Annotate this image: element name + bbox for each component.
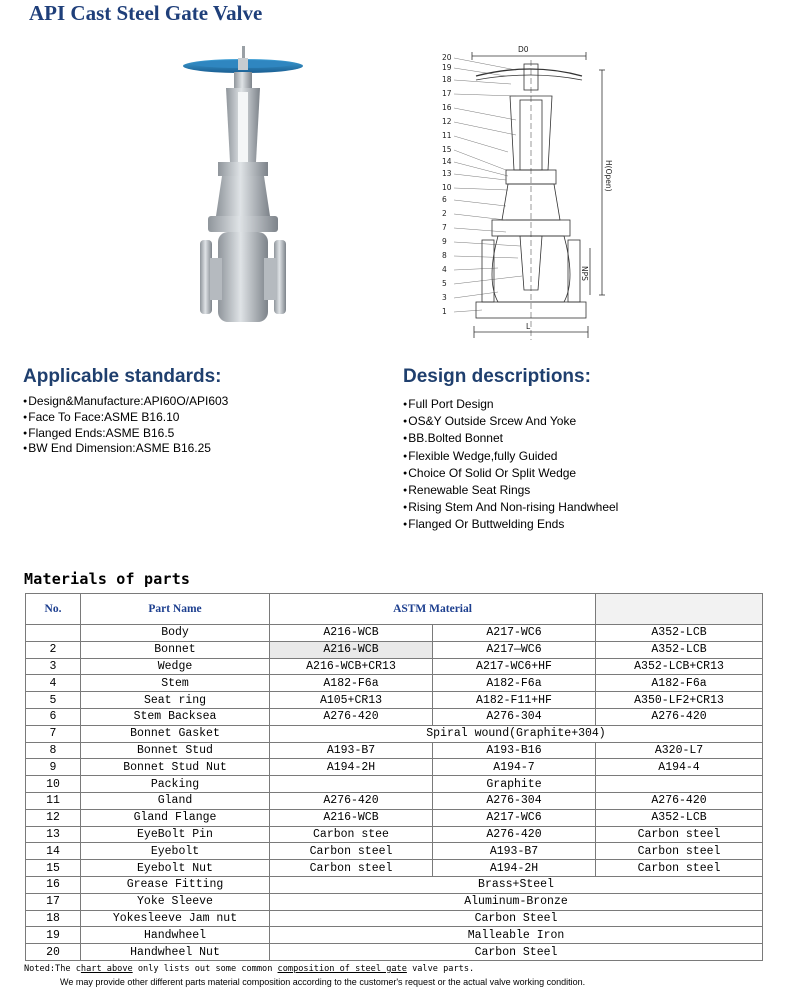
table-row <box>26 910 763 927</box>
cell-material: A194-2H <box>270 759 433 776</box>
cell-material: A194-7 <box>433 759 596 776</box>
drawing-part-label: 2 <box>442 209 447 218</box>
cell-material: A216-WCB <box>270 809 433 826</box>
table-row <box>26 658 763 675</box>
cell-part-name: Gland <box>81 792 270 809</box>
design-list <box>403 396 618 534</box>
cell-part-name: Packing <box>81 776 270 793</box>
cell-material: A194-4 <box>596 759 763 776</box>
cell-material: Graphite <box>433 776 596 793</box>
column-header-no: No. <box>26 594 81 625</box>
drawing-part-label: 13 <box>442 169 452 178</box>
cell-material: Carbon steel <box>596 860 763 877</box>
composition-link[interactable]: composition of steel gate <box>277 964 407 974</box>
cell-no: 9 <box>26 759 81 776</box>
cell-material: A217-WC6 <box>433 809 596 826</box>
list-item: ● Renewable Seat Rings <box>403 482 618 499</box>
cell-material: A193-B7 <box>433 843 596 860</box>
cell-material: A352-LCB+CR13 <box>596 658 763 675</box>
table-row <box>26 809 763 826</box>
table-row <box>26 776 763 793</box>
cell-material: A276-420 <box>596 792 763 809</box>
cell-material: Malleable Iron <box>270 927 763 944</box>
cell-part-name: Eyebolt Nut <box>81 860 270 877</box>
table-row <box>26 944 763 961</box>
cell-material <box>596 776 763 793</box>
drawing-part-label: 16 <box>442 103 452 112</box>
cell-part-name: Stem <box>81 675 270 692</box>
column-header-part-name: Part Name <box>81 594 270 625</box>
cell-material: Carbon steel <box>596 843 763 860</box>
drawing-part-label: 7 <box>442 223 447 232</box>
table-row <box>26 860 763 877</box>
table-row <box>26 742 763 759</box>
table-row <box>26 826 763 843</box>
drawing-part-label: 12 <box>442 117 452 126</box>
table-row <box>26 725 763 742</box>
cell-no <box>26 625 81 642</box>
cell-material: A350-LF2+CR13 <box>596 692 763 709</box>
note-line-2: We may provide other different parts material composition according to the customer's request or the actual valve working condition. <box>60 977 586 987</box>
cell-material: A276-304 <box>433 708 596 725</box>
list-item: ● BB.Bolted Bonnet <box>403 430 618 447</box>
drawing-part-label: 14 <box>442 157 452 166</box>
valve-photo <box>178 44 308 334</box>
cell-material: Carbon Steel <box>270 944 763 961</box>
table-row <box>26 625 763 642</box>
drawing-part-label: 15 <box>442 145 452 154</box>
cell-no: 7 <box>26 725 81 742</box>
drawing-part-label: 19 <box>442 63 452 72</box>
note-line-1: Noted:The chart above only lists out some common composition of steel gate valve parts. <box>24 964 475 974</box>
cell-part-name: Yoke Sleeve <box>81 893 270 910</box>
cell-no: 11 <box>26 792 81 809</box>
list-item: ● Design&Manufacture:API60O/API603 <box>23 394 228 410</box>
table-row <box>26 641 763 658</box>
cell-no: 4 <box>26 675 81 692</box>
cell-no: 13 <box>26 826 81 843</box>
cell-part-name: Bonnet Gasket <box>81 725 270 742</box>
valve-technical-drawing <box>436 40 636 346</box>
cell-material: Spiral wound(Graphite+304) <box>270 725 763 742</box>
cell-material: A352-LCB <box>596 625 763 642</box>
cell-material: Carbon steel <box>270 843 433 860</box>
table-row <box>26 927 763 944</box>
cell-part-name: Bonnet Stud <box>81 742 270 759</box>
cell-material: A276-420 <box>270 708 433 725</box>
cell-no: 16 <box>26 876 81 893</box>
cell-material: A216-WCB <box>270 641 433 658</box>
cell-material <box>270 776 433 793</box>
cell-material: A352-LCB <box>596 809 763 826</box>
cell-material: A276-304 <box>433 792 596 809</box>
table-row <box>26 893 763 910</box>
drawing-part-label: 4 <box>442 265 447 274</box>
cell-part-name: Eyebolt <box>81 843 270 860</box>
list-item: ● Flanged Or Buttwelding Ends <box>403 516 618 533</box>
drawing-part-label: 20 <box>442 53 452 62</box>
table-row <box>26 876 763 893</box>
dim-nps: NPS <box>580 266 589 281</box>
cell-no: 17 <box>26 893 81 910</box>
column-header-empty <box>596 594 763 625</box>
cell-no: 5 <box>26 692 81 709</box>
cell-material: A276-420 <box>270 792 433 809</box>
table-row <box>26 692 763 709</box>
table-row <box>26 843 763 860</box>
cell-material: Brass+Steel <box>270 876 763 893</box>
standards-list <box>23 394 228 457</box>
cell-no: 12 <box>26 809 81 826</box>
cell-no: 6 <box>26 708 81 725</box>
cell-material: A352-LCB <box>596 641 763 658</box>
cell-material: A320-L7 <box>596 742 763 759</box>
drawing-part-label: 18 <box>442 75 452 84</box>
cell-part-name: Seat ring <box>81 692 270 709</box>
dim-l: L <box>526 322 531 331</box>
cell-material: A276-420 <box>596 708 763 725</box>
cell-material: Aluminum-Bronze <box>270 893 763 910</box>
table-header-row <box>26 594 763 625</box>
cell-material: A216-WCB+CR13 <box>270 658 433 675</box>
drawing-part-label: 6 <box>442 195 447 204</box>
cell-part-name: Stem Backsea <box>81 708 270 725</box>
cell-part-name: Handwheel Nut <box>81 944 270 961</box>
list-item: ● Rising Stem And Non-rising Handwheel <box>403 499 618 516</box>
dim-d0: D0 <box>518 45 529 54</box>
cell-material: A105+CR13 <box>270 692 433 709</box>
cell-no: 18 <box>26 910 81 927</box>
cell-material: A193-B7 <box>270 742 433 759</box>
cell-no: 2 <box>26 641 81 658</box>
cell-part-name: Wedge <box>81 658 270 675</box>
table-row <box>26 792 763 809</box>
drawing-part-label: 8 <box>442 251 447 260</box>
list-item: ● Choice Of Solid Or Split Wedge <box>403 465 618 482</box>
list-item: ● OS&Y Outside Srcew And Yoke <box>403 413 618 430</box>
cell-material: Carbon steel <box>270 860 433 877</box>
drawing-part-label: 3 <box>442 293 447 302</box>
drawing-part-label: 10 <box>442 183 452 192</box>
cell-material: A217-WC6+HF <box>433 658 596 675</box>
dim-h-open: H(Open) <box>604 160 613 192</box>
cell-material: A216-WCB <box>270 625 433 642</box>
table-row <box>26 759 763 776</box>
drawing-part-label: 1 <box>442 307 447 316</box>
list-item: ● Face To Face:ASME B16.10 <box>23 410 228 426</box>
drawing-part-label: 9 <box>442 237 447 246</box>
drawing-part-label: 17 <box>442 89 452 98</box>
cell-material: A182-F6a <box>433 675 596 692</box>
cell-part-name: Bonnet <box>81 641 270 658</box>
page-title: API Cast Steel Gate Valve <box>29 1 263 25</box>
cell-no: 15 <box>26 860 81 877</box>
design-descriptions-heading: Design descriptions: <box>403 366 591 387</box>
cell-part-name: Handwheel <box>81 927 270 944</box>
table-row <box>26 708 763 725</box>
cell-part-name: Grease Fitting <box>81 876 270 893</box>
cell-part-name: Body <box>81 625 270 642</box>
cell-material: A194-2H <box>433 860 596 877</box>
cell-no: 14 <box>26 843 81 860</box>
cell-material: A182-F6a <box>270 675 433 692</box>
list-item: ● BW End Dimension:ASME B16.25 <box>23 441 228 457</box>
list-item: ● Flanged Ends:ASME B16.5 <box>23 426 228 442</box>
applicable-standards-heading: Applicable standards: <box>23 366 222 387</box>
cell-no: 10 <box>26 776 81 793</box>
cell-part-name: Gland Flange <box>81 809 270 826</box>
cell-no: 8 <box>26 742 81 759</box>
table-row <box>26 675 763 692</box>
cell-no: 3 <box>26 658 81 675</box>
cell-material: Carbon steel <box>596 826 763 843</box>
cell-part-name: Bonnet Stud Nut <box>81 759 270 776</box>
cell-material: A217-WC6 <box>433 625 596 642</box>
cell-no: 19 <box>26 927 81 944</box>
cell-material: A193-B16 <box>433 742 596 759</box>
chart-above-link[interactable]: hart above <box>80 964 133 974</box>
cell-material: A276-420 <box>433 826 596 843</box>
drawing-part-label: 11 <box>442 131 452 140</box>
cell-material: A182-F6a <box>596 675 763 692</box>
materials-title: Materials of parts <box>24 570 191 588</box>
cell-part-name: Yokesleeve Jam nut <box>81 910 270 927</box>
cell-material: Carbon stee <box>270 826 433 843</box>
cell-material: Carbon Steel <box>270 910 763 927</box>
cell-material: A182-F11+HF <box>433 692 596 709</box>
cell-material: A217—WC6 <box>433 641 596 658</box>
list-item: ● Full Port Design <box>403 396 618 413</box>
materials-table <box>25 593 763 961</box>
cell-no: 20 <box>26 944 81 961</box>
column-header-astm-material: ASTM Material <box>270 594 596 625</box>
drawing-part-label: 5 <box>442 279 447 288</box>
list-item: ● Flexible Wedge,fully Guided <box>403 448 618 465</box>
cell-part-name: EyeBolt Pin <box>81 826 270 843</box>
